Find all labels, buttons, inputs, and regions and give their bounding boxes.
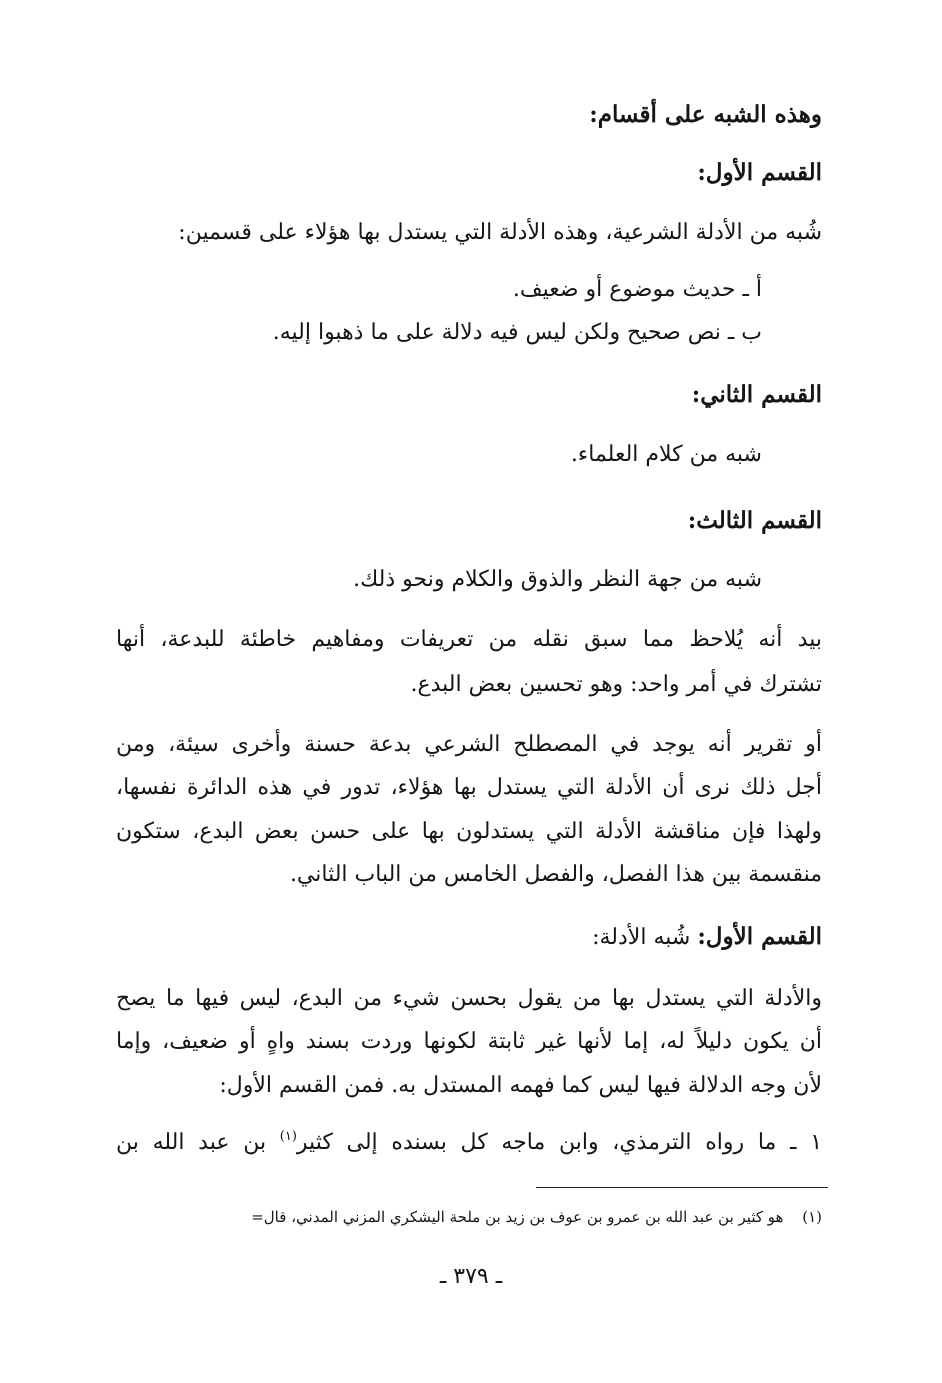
paragraph-2-line-3: ولهذا فإن مناقشة الأدلة التي يستدلون بها على حسن بعض البدع، ستكون xyxy=(116,819,822,844)
paragraph-3-line-2: أن يكون دليلاً له، إما لأنها غير ثابتة لكونها وردت بسند واهٍ أو ضعيف، وإما xyxy=(116,1029,822,1054)
section-3-title: القسم الثالث: xyxy=(687,507,822,534)
section-2-text: شبه من كلام العلماء. xyxy=(570,442,762,467)
section-1-item-a: أ ـ حديث موضوع أو ضعيف. xyxy=(512,277,762,302)
paragraph-3-line-1: والأدلة التي يستدل بها من يقول بحسن شيء من البدع، ليس فيها ما يصح xyxy=(116,986,822,1011)
section-1-text: شُبه من الأدلة الشرعية، وهذه الأدلة التي يستدل بها هؤلاء على قسمين: xyxy=(178,220,822,245)
footnote-text: هو كثير بن عبد الله بن عمرو بن عوف بن زيد بن ملحة اليشكري المزني المدني، قال= xyxy=(251,1208,784,1226)
paragraph-4-text-after: بن عبد الله بن xyxy=(116,1130,280,1155)
paragraph-3-line-3: لأن وجه الدلالة فيها ليس كما فهمه المستدل به. فمن القسم الأول: xyxy=(219,1073,822,1098)
section-1-title: القسم الأول: xyxy=(697,159,822,186)
paragraph-4-line-1 xyxy=(116,1128,822,1158)
section-2-title: القسم الثاني: xyxy=(691,381,822,408)
footnote-divider xyxy=(536,1187,828,1188)
footnote-reference[interactable]: (١) xyxy=(279,1129,297,1144)
first-evidence-subtitle: شُبه الأدلة: xyxy=(592,925,691,950)
first-evidence-title: القسم الأول: xyxy=(697,923,822,950)
paragraph-4-text-before: ١ ـ ما رواه الترمذي، وابن ماجه كل بسنده إلى كثير xyxy=(296,1130,823,1155)
paragraph-1-line-2: تشترك في أمر واحد: وهو تحسين بعض البدع. xyxy=(410,672,822,697)
intro-heading: وهذه الشبه على أقسام: xyxy=(589,101,822,128)
section-3-text: شبه من جهة النظر والذوق والكلام ونحو ذلك. xyxy=(353,567,762,592)
footnote-number: (١) xyxy=(802,1208,822,1226)
paragraph-2-line-2: أجل ذلك نرى أن الأدلة التي يستدل بها هؤلاء، تدور في هذه الدائرة نفسها، xyxy=(116,775,822,800)
page-number: ـ ٣٧٩ ـ xyxy=(439,1264,503,1289)
paragraph-2-line-1: أو تقرير أنه يوجد في المصطلح الشرعي بدعة حسنة وأخرى سيئة، ومن xyxy=(116,732,822,757)
footnote xyxy=(110,1205,822,1229)
paragraph-2-line-4: منقسمة بين هذا الفصل، والفصل الخامس من الباب الثاني. xyxy=(289,862,822,887)
section-1-item-b: ب ـ نص صحيح ولكن ليس فيه دلالة على ما ذهبوا إليه. xyxy=(272,320,762,345)
paragraph-1-line-1: بيد أنه يُلاحظ مما سبق نقله من تعريفات ومفاهيم خاطئة للبدعة، أنها xyxy=(116,627,822,652)
first-evidence-heading xyxy=(116,922,822,953)
